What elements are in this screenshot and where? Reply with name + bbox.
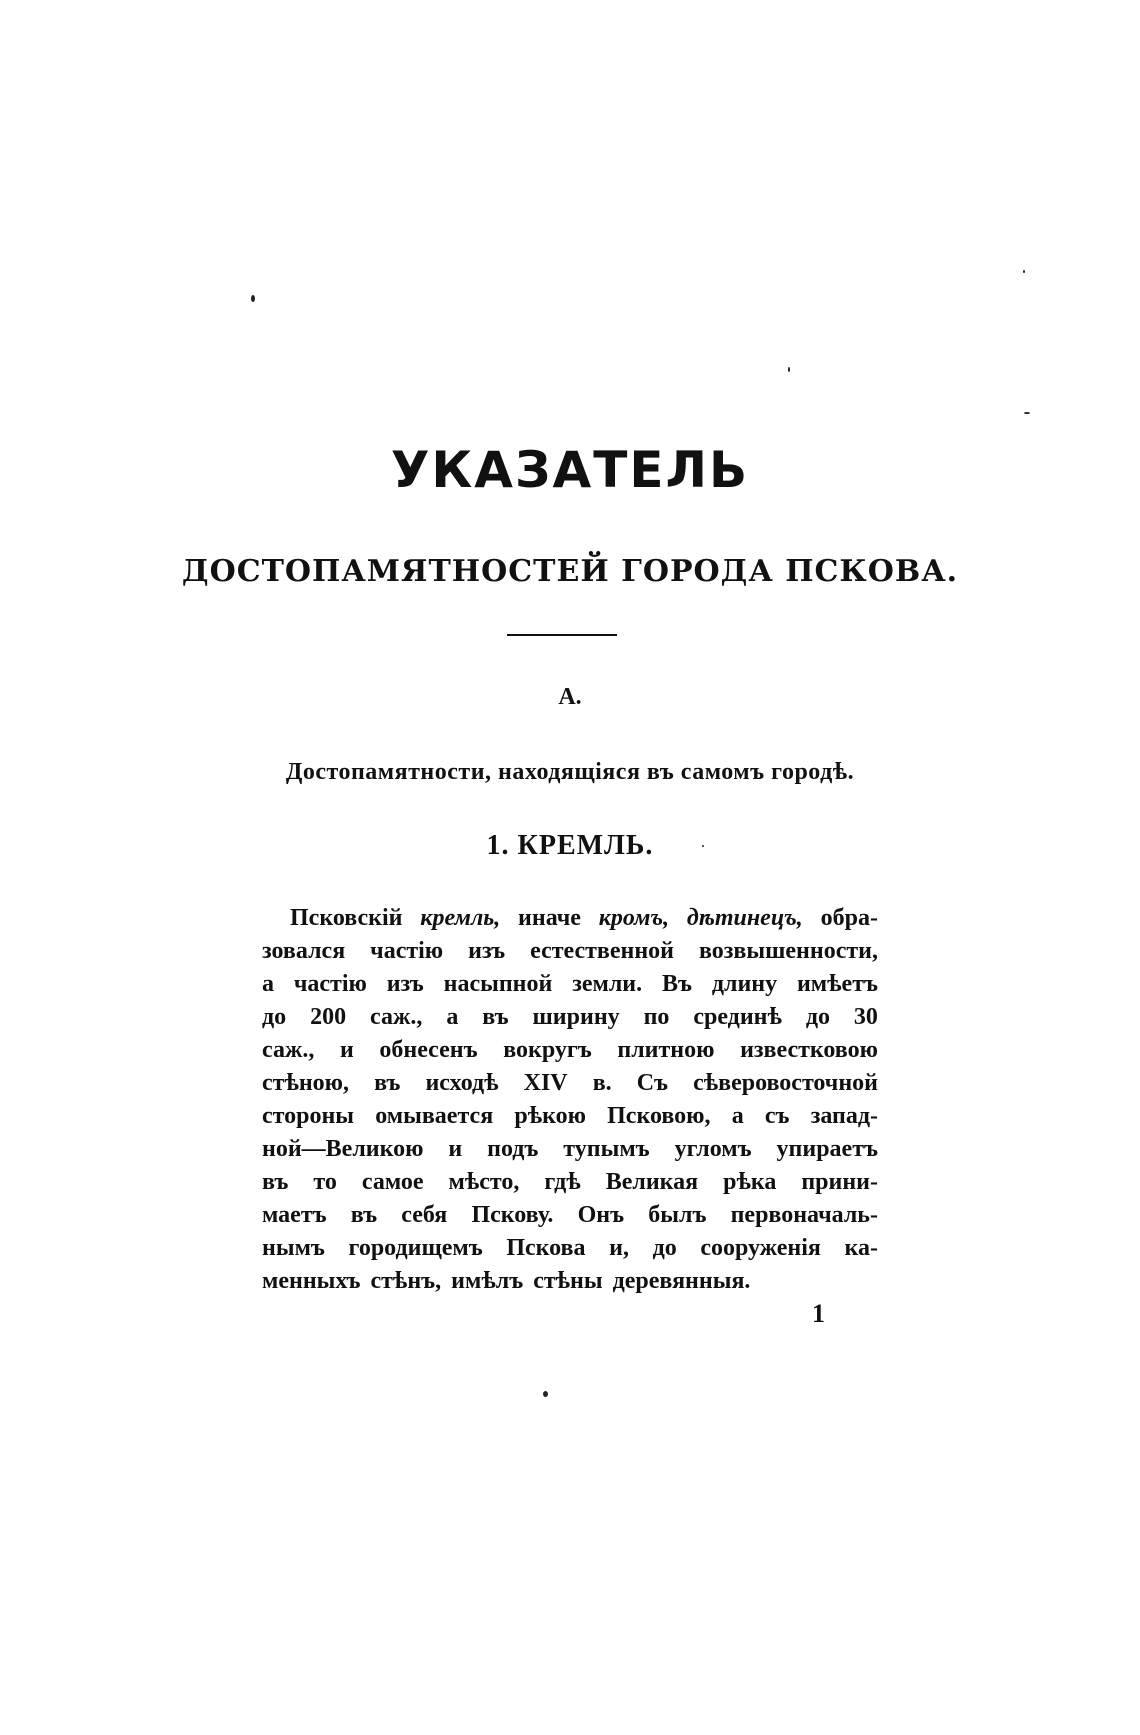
scan-speck xyxy=(251,295,255,302)
body-word: изъ xyxy=(386,971,424,997)
body-word: былъ xyxy=(648,1202,707,1228)
body-word: менныхъ xyxy=(262,1268,361,1294)
body-word-italic: кремль, xyxy=(420,905,501,931)
body-word: 200 xyxy=(310,1004,347,1030)
body-line xyxy=(262,902,878,935)
section-letter: А. xyxy=(558,684,582,710)
title-divider xyxy=(507,634,617,636)
item-title: 1. КРЕМЛЬ. xyxy=(486,830,654,861)
body-word: а xyxy=(731,1103,744,1129)
body-word: срединѣ xyxy=(693,1004,782,1030)
body-word: изъ xyxy=(468,938,506,964)
body-word: саж., xyxy=(262,1037,315,1063)
body-word: въ xyxy=(482,1004,509,1030)
body-word: 30 xyxy=(853,1004,878,1030)
body-word: Пскова xyxy=(506,1235,586,1261)
body-word: съ xyxy=(764,1103,790,1129)
body-line xyxy=(262,1199,878,1232)
body-word: обнесенъ xyxy=(379,1037,478,1063)
scan-speck xyxy=(543,1391,548,1397)
scan-speck xyxy=(1024,412,1030,414)
body-word: деревянныя. xyxy=(612,1268,751,1294)
scan-speck xyxy=(788,367,790,372)
body-word: стѣны xyxy=(533,1268,603,1294)
body-word: въ xyxy=(262,1169,289,1195)
body-word: то xyxy=(313,1169,337,1195)
subtitle: ДОСТОПАМЯТНОСТЕЙ ГОРОДА ПСКОВА. xyxy=(181,554,959,589)
body-line xyxy=(262,1265,878,1298)
body-word: стѣнъ, xyxy=(370,1268,442,1294)
body-word: длину xyxy=(711,971,778,997)
body-word: и xyxy=(339,1037,354,1063)
body-word: нымъ xyxy=(262,1235,325,1261)
body-word: плитною xyxy=(617,1037,715,1063)
body-word: маетъ xyxy=(262,1202,327,1228)
body-line xyxy=(262,1133,878,1166)
body-word: частію xyxy=(293,971,367,997)
body-word: Онъ xyxy=(577,1202,625,1228)
body-word: частію xyxy=(370,938,444,964)
body-line xyxy=(262,1166,878,1199)
body-word: вокругъ xyxy=(503,1037,592,1063)
body-word: сооруженія xyxy=(700,1235,821,1261)
body-word: подъ xyxy=(487,1136,539,1162)
body-word: до xyxy=(652,1235,677,1261)
scan-speck xyxy=(1023,270,1025,273)
body-word: угломъ xyxy=(674,1136,752,1162)
body-word: в. xyxy=(592,1070,612,1096)
body-word: иначе xyxy=(518,905,581,931)
body-word: себя xyxy=(401,1202,448,1228)
body-word: рѣкою xyxy=(514,1103,586,1129)
body-word: прини- xyxy=(801,1169,878,1195)
body-word: стѣною, xyxy=(262,1070,350,1096)
body-word: тупымъ xyxy=(563,1136,650,1162)
body-word: возвышенности, xyxy=(698,938,878,964)
body-word: Пскову. xyxy=(471,1202,554,1228)
section-heading: Достопамятности, находящіяся въ самомъ городѣ. xyxy=(285,759,855,785)
body-word: по xyxy=(643,1004,670,1030)
body-word: а xyxy=(446,1004,459,1030)
body-word-italic: кромъ, xyxy=(598,905,670,931)
body-word: исходѣ xyxy=(425,1070,499,1096)
body-word: рѣка xyxy=(723,1169,777,1195)
body-word: въ xyxy=(374,1070,401,1096)
body-word: въ xyxy=(350,1202,378,1228)
body-word: а xyxy=(262,971,274,997)
body-word: упираетъ xyxy=(776,1136,878,1162)
body-word: первоначаль- xyxy=(730,1202,878,1228)
body-line xyxy=(262,1100,878,1133)
body-word: и, xyxy=(609,1235,629,1261)
body-line xyxy=(262,968,878,1001)
body-word: насыпной xyxy=(443,971,553,997)
body-word: зовался xyxy=(262,938,346,964)
body-word: Въ xyxy=(661,971,692,997)
body-word: известковою xyxy=(740,1037,878,1063)
body-word: до xyxy=(805,1004,830,1030)
body-word: обра- xyxy=(820,905,878,931)
body-word: Великая xyxy=(605,1169,699,1195)
body-word: Съ xyxy=(636,1070,669,1096)
body-word: сѣверовосточной xyxy=(693,1070,878,1096)
body-line xyxy=(262,1001,878,1034)
body-word: гдѣ xyxy=(544,1169,581,1195)
body-word: стороны xyxy=(262,1103,355,1129)
body-word: саж., xyxy=(370,1004,423,1030)
body-word: XIV xyxy=(523,1070,568,1096)
body-word: мѣсто, xyxy=(448,1169,520,1195)
body-line xyxy=(262,1067,878,1100)
body-word: омывается xyxy=(375,1103,494,1129)
body-word: и xyxy=(448,1136,463,1162)
body-line xyxy=(262,1034,878,1067)
body-word: имѣетъ xyxy=(796,971,878,997)
body-word: земли. xyxy=(572,971,643,997)
body-word: самое xyxy=(361,1169,424,1195)
body-word: до xyxy=(262,1004,287,1030)
body-word-italic: дѣтинецъ, xyxy=(686,905,803,931)
body-word: запад- xyxy=(810,1103,878,1129)
body-line xyxy=(262,935,878,968)
body-line xyxy=(262,1232,878,1265)
page-signature: 1 xyxy=(812,1299,825,1328)
body-word: ка- xyxy=(844,1235,878,1261)
body-word: ширину xyxy=(532,1004,620,1030)
body-word: Псковою, xyxy=(607,1103,711,1129)
body-word: городищемъ xyxy=(348,1235,483,1261)
body-word: ной—Великою xyxy=(262,1136,424,1162)
body-word: естественной xyxy=(530,938,675,964)
body-word: имѣлъ xyxy=(451,1268,524,1294)
body-paragraph xyxy=(262,902,878,1298)
main-title: УКАЗАТЕЛЬ xyxy=(390,441,750,499)
body-word: Псковскій xyxy=(290,905,403,931)
